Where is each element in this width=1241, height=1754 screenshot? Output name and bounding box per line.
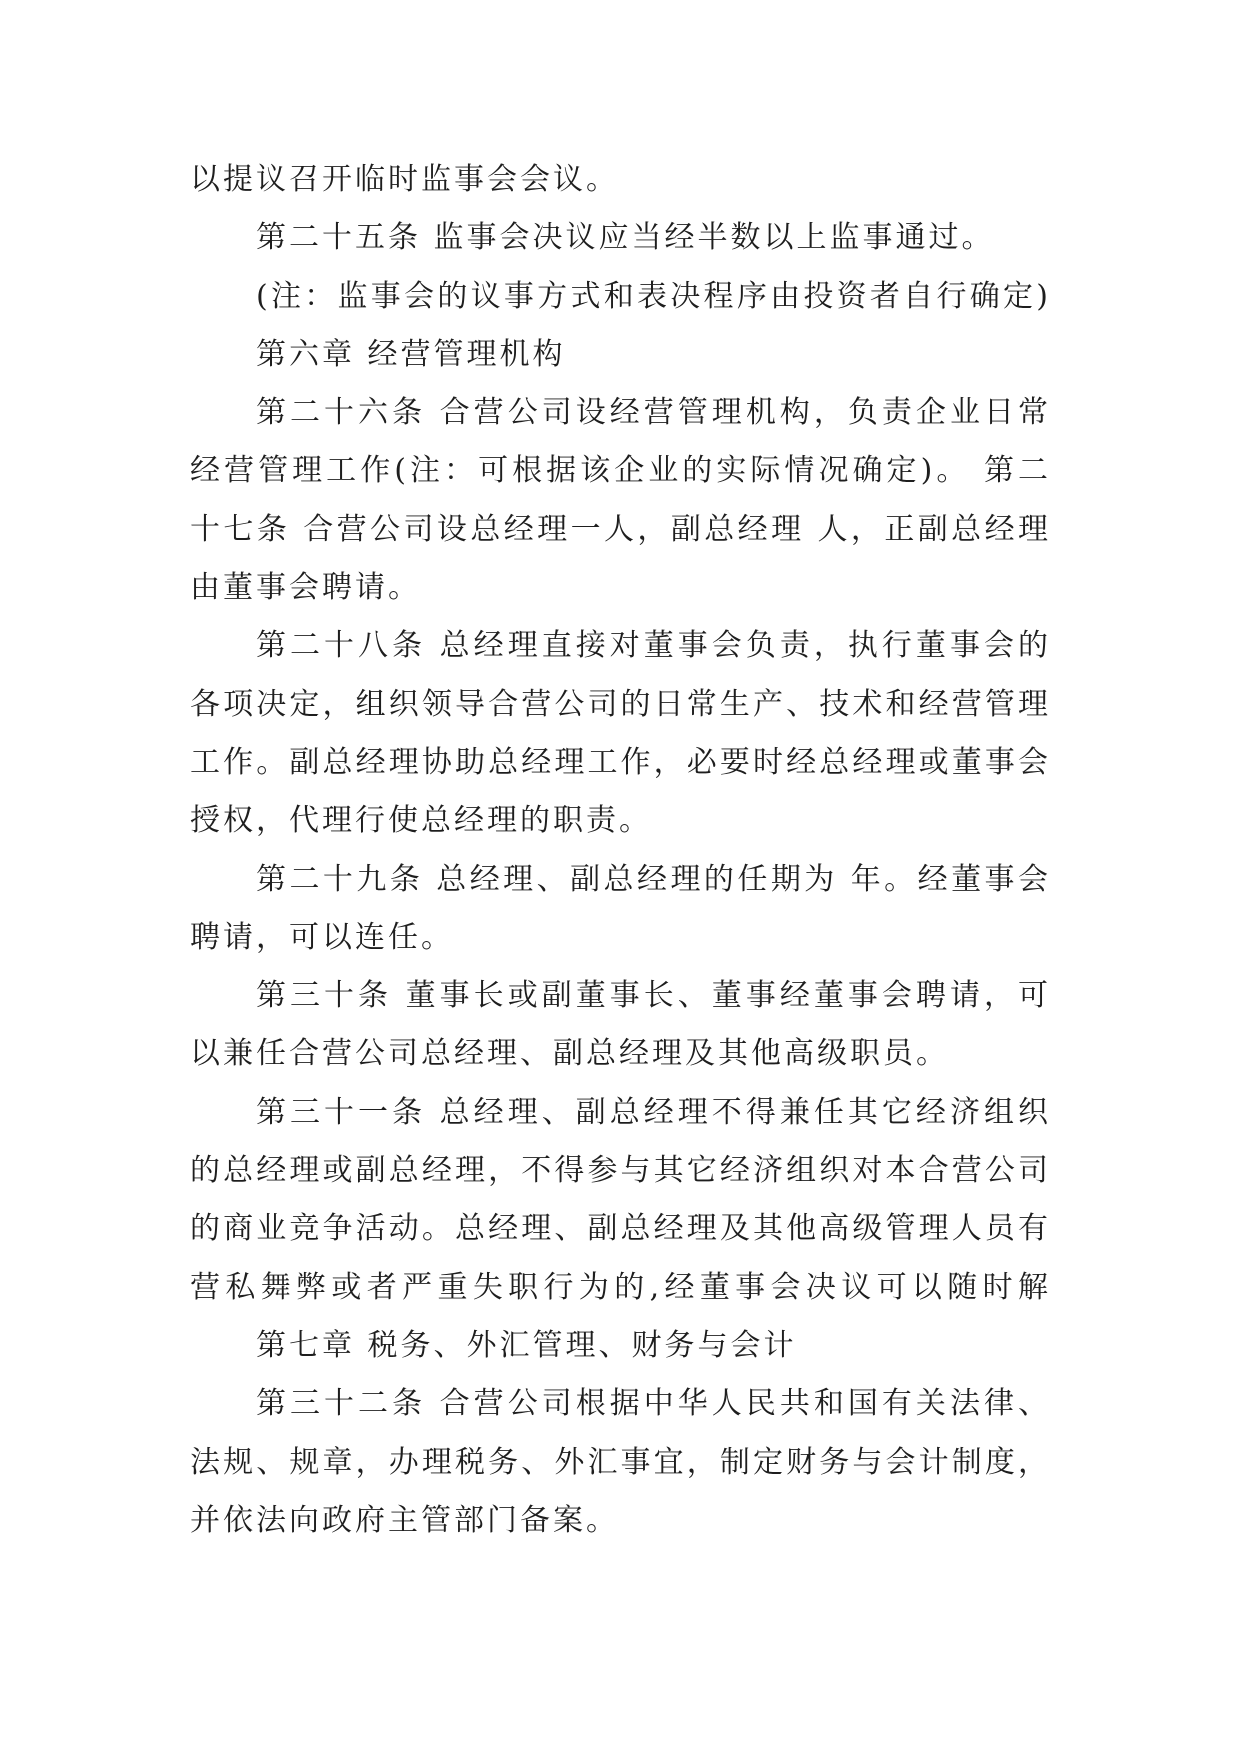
article-32: 第三十二条 合营公司根据中华人民共和国有关法律、	[256, 1386, 1051, 1422]
article-28: 第二十八条 总经理直接对董事会负责，执行董事会的	[256, 628, 1051, 664]
article-29: 第二十九条 总经理、副总经理的任期为 年。经董事会	[256, 861, 1051, 897]
text-line: 由董事会聘请。	[190, 570, 421, 606]
article-30: 第三十条 董事长或副董事长、董事经董事会聘请，可	[256, 978, 1051, 1014]
text-line: 以兼任合营公司总经理、副总经理及其他高级职员。	[190, 1036, 949, 1072]
text-line: 工作。副总经理协助总经理工作，必要时经总经理或董事会	[190, 744, 1051, 780]
text-line: 法规、规章，办理税务、外汇事宜，制定财务与会计制度，	[190, 1444, 1051, 1480]
text-line: 经营管理工作(注：可根据该企业的实际情况确定)。 第二	[190, 453, 1051, 489]
document-body	[190, 151, 1051, 1550]
chapter-7-heading: 第七章 税务、外汇管理、财务与会计	[256, 1327, 797, 1363]
text-line: 的商业竞争活动。总经理、副总经理及其他高级管理人员有	[190, 1211, 1051, 1247]
article-31: 第三十一条 总经理、副总经理不得兼任其它经济组织	[256, 1094, 1051, 1130]
article-27: 十七条 合营公司设总经理一人，副总经理 人，正副总经理	[190, 511, 1051, 547]
text-line: 并依法向政府主管部门备案。	[190, 1502, 619, 1538]
article-26: 第二十六条 合营公司设经营管理机构，负责企业日常	[256, 395, 1051, 431]
note-line: (注：监事会的议事方式和表决程序由投资者自行确定)	[256, 278, 1051, 314]
text-line: 以提议召开临时监事会会议。	[190, 162, 619, 197]
text-line: 的总经理或副总经理，不得参与其它经济组织对本合营公司	[190, 1153, 1051, 1189]
text-line: 营私舞弊或者严重失职行为的,经董事会决议可以随时解	[190, 1269, 1051, 1305]
chapter-6-heading: 第六章 经营管理机构	[256, 336, 566, 372]
text-line: 各项决定，组织领导合营公司的日常生产、技术和经营管理	[190, 686, 1051, 722]
article-25: 第二十五条 监事会决议应当经半数以上监事通过。	[256, 220, 995, 256]
text-line: 授权，代理行使总经理的职责。	[190, 803, 652, 839]
text-line: 聘请，可以连任。	[190, 919, 454, 955]
